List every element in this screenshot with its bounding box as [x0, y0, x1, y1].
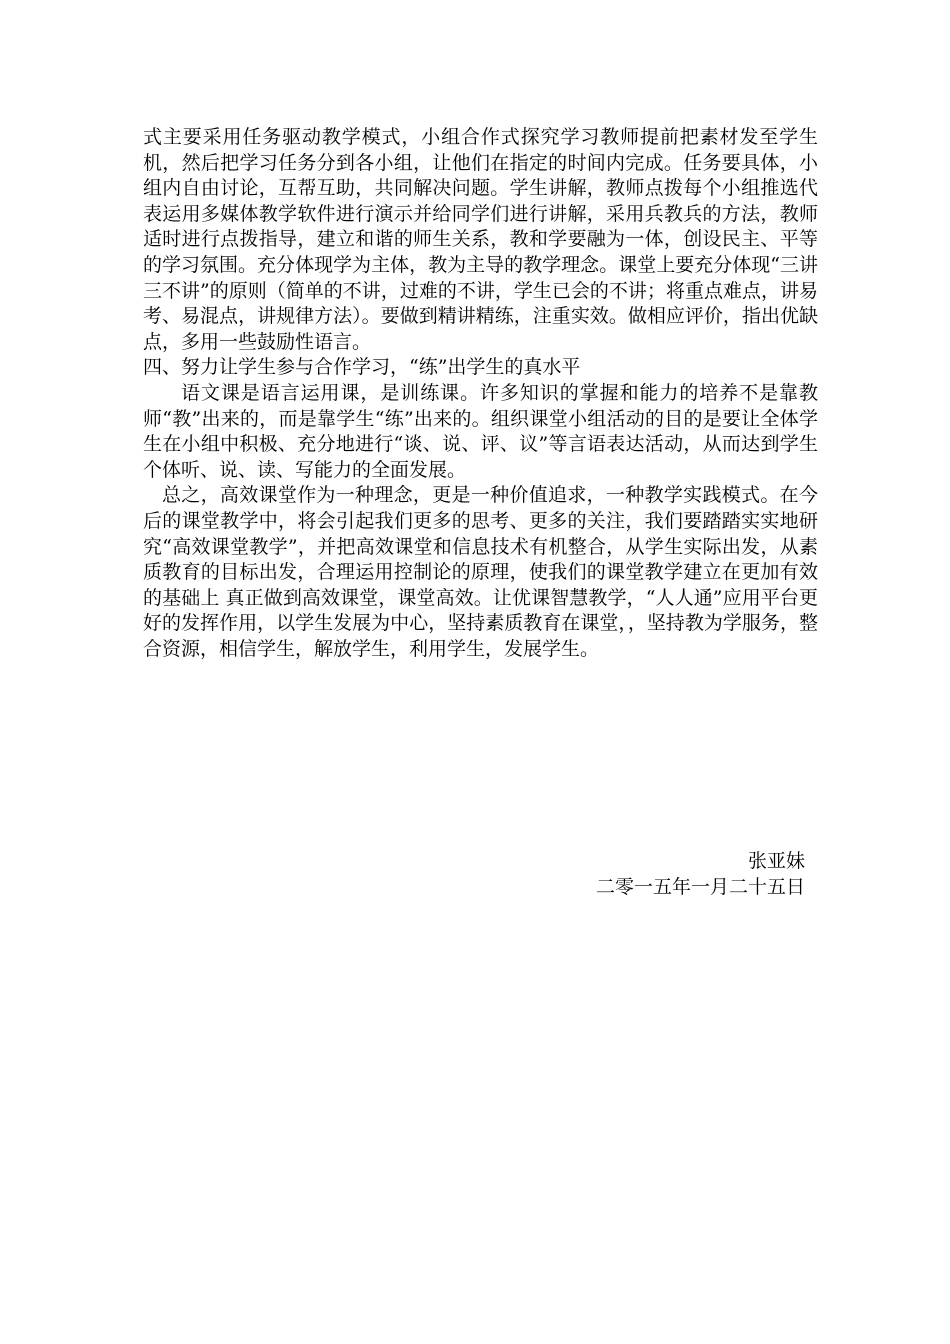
document-body [143, 125, 818, 662]
paragraph-chinese-class: 语文课是语言运用课，是训练课。许多知识的掌握和能力的培养不是靠教师“教”出来的，而是靠学生“练”出来的。组织课堂小组活动的目的是要让全体学生在小组中积极、充分地进行“谈、说、评、议”等言语表达活动，从而达到学生个体听、说、读、写能力的全面发展。 [143, 381, 818, 481]
author-name: 张亚妹 [747, 850, 805, 872]
section-heading-four: 四、努力让学生参与合作学习，“练”出学生的真水平 [143, 356, 581, 379]
signature-block [596, 848, 805, 900]
paragraph-teaching-mode: 式主要采用任务驱动教学模式，小组合作式探究学习教师提前把素材发至学生机，然后把学习任务分到各小组，让他们在指定的时间内完成。任务要具体，小组内自由讨论，互帮互助，共同解决问题。学生讲解，教师点拨每个小组推选代表运用多媒体教学软件进行演示并给同学们进行讲解，采用兵教兵的方法，教师适时进行点拨指导，建立和谐的师生关系，教和学要融为一体，创设民主、平等的学习氛围。充分体现学为主体，教为主导的教学理念。课堂上要充分体现“三讲三不讲”的原则（简单的不讲，过难的不讲，学生已会的不讲；将重点难点，讲易考、易混点，讲规律方法）。要做到精讲精练，注重实效。做相应评价，指出优缺点，多用一些鼓励性语言。 [143, 126, 818, 353]
paragraph-conclusion: 总之，高效课堂作为一种理念，更是一种价值追求，一种教学实践模式。在今后的课堂教学中，将会引起我们更多的思考、更多的关注，我们要踏踏实实地研究“高效课堂教学”，并把高效课堂和信息技术有机整合，从学生实际出发，从素质教育的目标出发，合理运用控制论的原理，使我们的课堂教学建立在更加有效的基础上 真正做到高效课堂，课堂高效。让优课智慧教学，“人人通”应用平台更好的发挥作用，以学生发展为中心，坚持素质教育在课堂，，坚持教为学服务，整合资源，相信学生，解放学生，利用学生，发展学生。 [143, 484, 818, 660]
document-date: 二零一五年一月二十五日 [595, 876, 805, 898]
